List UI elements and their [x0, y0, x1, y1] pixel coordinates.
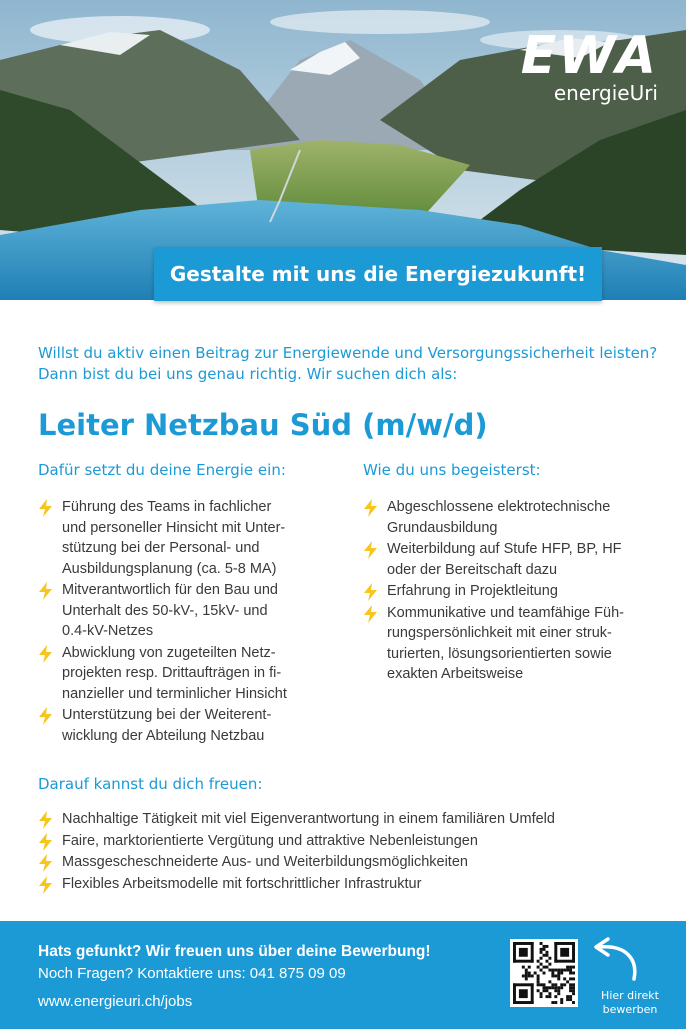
- list-item-line: und personeller Hinsicht mit Unter-: [62, 519, 286, 536]
- list-item: [363, 581, 663, 602]
- list-item: [38, 852, 658, 873]
- job-title: Leiter Netzbau Süd (m/w/d): [38, 408, 488, 442]
- list-item-line: Nachhaltige Tätigkeit mit viel Eigenverantwortung in einem familiären Umfeld: [62, 811, 555, 827]
- list-item-line: Massgescheschneiderte Aus- und Weiterbildungsmöglichkeiten: [62, 854, 468, 870]
- benefits-title: Darauf kannst du dich freuen:: [38, 775, 263, 793]
- list-item: [363, 539, 663, 580]
- list-item: [38, 705, 338, 746]
- logo-subtitle: energieUri: [553, 81, 658, 105]
- list-item-line: Flexibles Arbeitsmodelle mit fortschrittlicher Infrastruktur: [62, 875, 422, 892]
- list-item-line: Kommunikative und teamfähige Füh-: [387, 604, 624, 621]
- lightning-bolt-icon: [38, 876, 53, 894]
- list-item-line: Ausbildungsplanung (ca. 5-8 MA): [62, 560, 277, 577]
- curved-arrow-icon: [586, 935, 646, 981]
- list-item-line: Unterstützung bei der Weiterent-: [62, 707, 272, 723]
- list-item-line: turierten, lösungsorientierten sowie: [387, 645, 612, 662]
- list-item: [38, 580, 338, 642]
- list-item-line: rungspersönlichkeit mit einer struk-: [387, 625, 612, 641]
- list-item: [38, 831, 658, 852]
- logo-mark: EWA: [520, 26, 658, 86]
- qr-code[interactable]: [510, 939, 578, 1007]
- lightning-bolt-icon: [363, 605, 378, 623]
- headline-banner: Gestalte mit uns die Energiezukunft!: [154, 247, 602, 301]
- list-item: [363, 603, 663, 685]
- lightning-bolt-icon: [363, 583, 378, 601]
- footer-contact: Noch Fragen? Kontaktiere uns: 041 875 09 09: [38, 965, 346, 982]
- intro-line: Willst du aktiv einen Beitrag zur Energiewende und Versorgungssicherheit leisten?: [38, 344, 658, 362]
- list-item-line: oder der Bereitschaft dazu: [387, 561, 558, 578]
- list-item-line: stützung bei der Personal- und: [62, 540, 260, 556]
- list-item: [38, 497, 338, 579]
- apply-note: [590, 989, 670, 1017]
- list-item: [38, 809, 658, 830]
- lightning-bolt-icon: [363, 499, 378, 517]
- list-item-line: Grundausbildung: [387, 519, 498, 536]
- duties-list: [38, 497, 338, 747]
- list-item-line: Führung des Teams in fachlicher: [62, 499, 272, 515]
- list-item: [38, 643, 338, 705]
- apply-note-line: bewerben: [602, 1003, 658, 1016]
- lightning-bolt-icon: [38, 854, 53, 872]
- footer-headline: Hats gefunkt? Wir freuen uns über deine Bewerbung!: [38, 943, 431, 960]
- lightning-bolt-icon: [38, 833, 53, 851]
- list-item-line: Erfahrung in Projektleitung: [387, 583, 558, 599]
- list-item: [363, 497, 663, 538]
- list-item-line: Abwicklung von zugeteilten Netz-: [62, 644, 276, 661]
- lightning-bolt-icon: [38, 499, 53, 517]
- requirements-list: [363, 497, 663, 686]
- lightning-bolt-icon: [38, 811, 53, 829]
- ewa-logo: [520, 26, 658, 105]
- list-item-line: projekten resp. Drittaufträgen in fi-: [62, 665, 282, 681]
- lightning-bolt-icon: [38, 582, 53, 600]
- list-item-line: Weiterbildung auf Stufe HFP, BP, HF: [387, 541, 622, 557]
- benefits-list: [38, 809, 658, 895]
- list-item-line: exakten Arbeitsweise: [387, 666, 524, 682]
- requirements-title: Wie du uns begeisterst:: [363, 461, 541, 479]
- list-item-line: nanzieller und terminlicher Hinsicht: [62, 685, 287, 702]
- lightning-bolt-icon: [38, 707, 53, 725]
- list-item-line: wicklung der Abteilung Netzbau: [62, 727, 265, 744]
- intro-line: Dann bist du bei uns genau richtig. Wir suchen dich als:: [38, 365, 458, 383]
- lightning-bolt-icon: [38, 645, 53, 663]
- apply-note-line: Hier direkt: [601, 989, 659, 1002]
- list-item: [38, 874, 658, 895]
- duties-title: Dafür setzt du deine Energie ein:: [38, 461, 286, 479]
- intro-text: [38, 343, 658, 385]
- list-item-line: Faire, marktorientierte Vergütung und attraktive Nebenleistungen: [62, 832, 478, 849]
- list-item-line: Mitverantwortlich für den Bau und: [62, 582, 278, 598]
- lightning-bolt-icon: [363, 541, 378, 559]
- list-item-line: 0.4-kV-Netzes: [62, 623, 154, 639]
- list-item-line: Unterhalt des 50-kV-, 15kV- und: [62, 602, 268, 619]
- jobs-link[interactable]: www.energieuri.ch/jobs: [38, 993, 193, 1010]
- qr-code-icon: [513, 942, 575, 1004]
- footer: [0, 921, 686, 1029]
- list-item-line: Abgeschlossene elektrotechnische: [387, 499, 611, 515]
